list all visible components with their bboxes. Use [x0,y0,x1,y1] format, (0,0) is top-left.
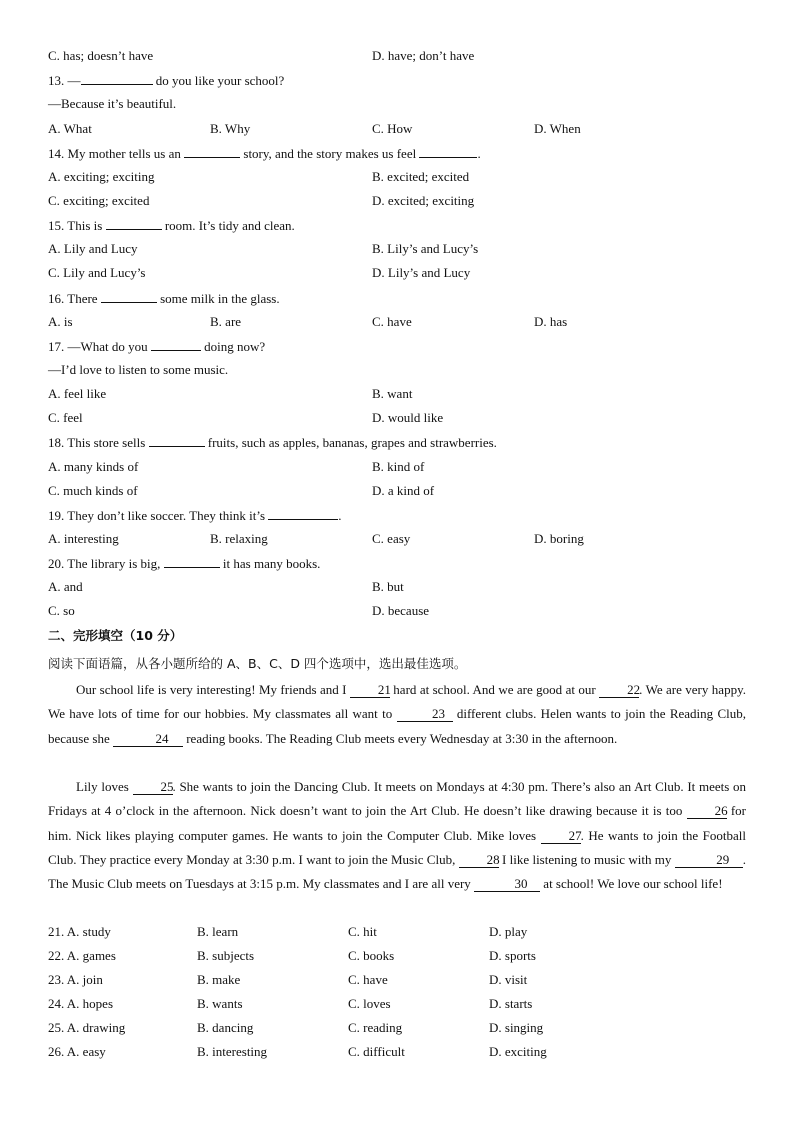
option-d: D. has [534,314,568,329]
cloze-option-d: D. singing [489,1020,544,1035]
cloze-option-d: D. exciting [489,1044,547,1059]
passage-paragraph-2: Lily loves 25. She wants to join the Dancing Club. It meets on Mondays at 4:30 pm. There’s also an Art Club. It meets on Fridays at 4 o’clock in the afternoon. Nick doesn’t want to join the Art Club. He doesn’t like drawing because it is too 26 for him. Nick likes playing computer games. He wants to join the Computer Club. Mike loves 27. He wants to join the Football Club. They practice every Monday at 3:30 p.m. I want to join the Music Club, 28 I like listening to music with my 29 . The Music Club meets on Tuesdays at 3:15 p.m. My classmates and I are all very 30 at school! We love our school life! [48,779,746,892]
option-a: A. many kinds of [48,459,139,474]
answer-blank [164,555,220,568]
option-b: B. are [210,314,242,329]
option-d: D. a kind of [372,483,435,498]
option-b: B. Lily’s and Lucy’s [372,241,479,256]
cloze-option-b: B. make [197,972,241,987]
cloze-blank-25: 25 [133,780,173,795]
question-reply: —I’d love to listen to some music. [48,362,229,377]
cloze-option-b: B. dancing [197,1020,254,1035]
option-b: B. kind of [372,459,425,474]
cloze-option-c: C. hit [348,924,377,939]
cloze-blank-30: 30 [474,877,540,892]
option-b: B. excited; excited [372,169,470,184]
cloze-blank-29: 29 [675,853,743,868]
answer-blank [151,338,201,351]
cloze-option-a: 26. A. easy [48,1044,106,1059]
option-c: C. How [372,121,413,136]
option-d: D. excited; exciting [372,193,475,208]
option-a: A. is [48,314,73,329]
answer-blank [184,145,240,158]
cloze-option-c: C. books [348,948,395,963]
cloze-blank-24: 24 [113,732,183,747]
cloze-option-c: C. difficult [348,1044,405,1059]
question-stem: 15. This is room. It’s tidy and clean. [48,218,295,233]
option-d: D. have; don’t have [372,48,475,63]
cloze-option-d: D. visit [489,972,528,987]
answer-blank [106,217,162,230]
option-d: D. because [372,603,430,618]
option-d: D. would like [372,410,444,425]
cloze-option-b: B. subjects [197,948,255,963]
passage-paragraph-1: Our school life is very interesting! My friends and I 21 hard at school. And we are good at our 22. We are very happy. We have lots of time for our hobbies. My classmates all want to 23 different clubs. Helen wants to join the Reading Club, because she 24 reading books. The Reading Club meets every Wednesday at 3:30 in the afternoon. [48,682,746,746]
option-c: C. so [48,603,75,618]
option-a: A. exciting; exciting [48,169,155,184]
option-c: C. feel [48,410,83,425]
cloze-option-b: B. wants [197,996,243,1011]
section-title: 二、完形填空（10 分） [48,628,183,643]
option-b: B. Why [210,121,251,136]
cloze-blank-28: 28 [459,853,499,868]
cloze-blank-26: 26 [687,804,727,819]
cloze-option-b: B. learn [197,924,239,939]
cloze-option-a: 25. A. drawing [48,1020,126,1035]
option-d: D. boring [534,531,584,546]
answer-blank [419,145,477,158]
cloze-option-b: B. interesting [197,1044,268,1059]
option-c: C. exciting; excited [48,193,150,208]
option-a: A. What [48,121,92,136]
cloze-option-d: D. play [489,924,528,939]
cloze-option-d: D. sports [489,948,536,963]
question-stem: 13. — do you like your school? [48,73,285,88]
option-c: C. easy [372,531,411,546]
option-b: B. want [372,386,413,401]
option-c: C. much kinds of [48,483,138,498]
option-b: B. but [372,579,404,594]
option-c: C. has; doesn’t have [48,48,154,63]
option-c: C. have [372,314,412,329]
answer-blank [81,72,153,85]
option-d: D. Lily’s and Lucy [372,265,471,280]
cloze-blank-27: 27 [541,829,581,844]
answer-blank [149,434,205,447]
option-d: D. When [534,121,581,136]
option-c: C. Lily and Lucy’s [48,265,146,280]
question-stem: 17. —What do you doing now? [48,339,266,354]
option-a: A. Lily and Lucy [48,241,138,256]
question-stem: 14. My mother tells us an story, and the story makes us feel . [48,146,481,161]
option-a: A. and [48,579,83,594]
cloze-option-a: 23. A. join [48,972,103,987]
cloze-option-a: 21. A. study [48,924,111,939]
answer-blank [268,507,338,520]
cloze-option-a: 24. A. hopes [48,996,113,1011]
question-stem: 20. The library is big, it has many books. [48,556,321,571]
cloze-blank-21: 21 [350,683,390,698]
question-reply: —Because it’s beautiful. [48,96,177,111]
cloze-option-a: 22. A. games [48,948,116,963]
option-a: A. interesting [48,531,119,546]
cloze-option-d: D. starts [489,996,533,1011]
section-instruction: 阅读下面语篇，从各小题所给的 A、B、C、D 四个选项中，选出最佳选项。 [48,656,467,671]
question-stem: 19. They don’t like soccer. They think it’s . [48,508,342,523]
answer-blank [101,290,157,303]
question-stem: 16. There some milk in the glass. [48,291,280,306]
option-a: A. feel like [48,386,107,401]
cloze-blank-22: 22 [599,683,639,698]
cloze-option-c: C. reading [348,1020,403,1035]
option-b: B. relaxing [210,531,268,546]
cloze-option-c: C. have [348,972,388,987]
question-stem: 18. This store sells fruits, such as apples, bananas, grapes and strawberries. [48,435,497,450]
cloze-blank-23: 23 [397,707,453,722]
cloze-option-c: C. loves [348,996,391,1011]
